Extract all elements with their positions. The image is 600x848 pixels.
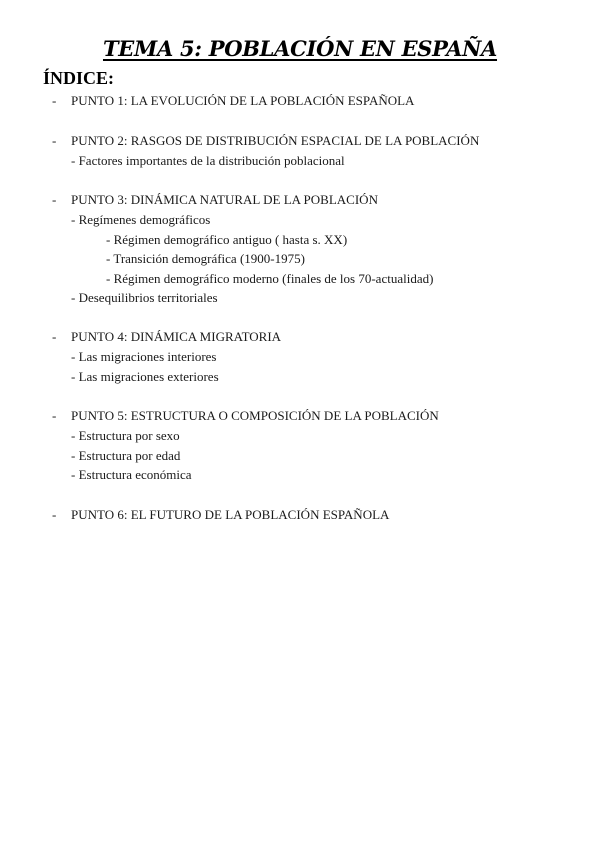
subitem: - Factores importantes de la distribución poblacional [71, 153, 345, 168]
subitem: - Desequilibrios territoriales [71, 290, 218, 305]
section-heading-punto-1: PUNTO 1: LA EVOLUCIÓN DE LA POBLACIÓN ESPAÑOLA [71, 93, 415, 108]
section-heading-punto-5: PUNTO 5: ESTRUCTURA O COMPOSICIÓN DE LA POBLACIÓN [71, 408, 439, 423]
subitem: - Estructura por sexo [71, 428, 180, 443]
section-heading-punto-4: PUNTO 4: DINÁMICA MIGRATORIA [71, 329, 282, 344]
index-heading: ÍNDICE: [43, 68, 115, 88]
page-title: TEMA 5: POBLACIÓN EN ESPAÑA [102, 36, 498, 61]
bullet-dash: - [52, 93, 57, 108]
sub-subitem: - Régimen demográfico moderno (finales de los 70-actualidad) [106, 271, 434, 286]
bullet-dash: - [52, 507, 57, 522]
subitem: - Regímenes demográficos [71, 212, 211, 227]
sub-subitem: - Régimen demográfico antiguo ( hasta s. XX) [106, 232, 348, 247]
subitem: - Estructura económica [71, 467, 192, 482]
subitem: - Las migraciones interiores [71, 349, 217, 364]
sub-subitem: - Transición demográfica (1900-1975) [106, 251, 305, 266]
section-heading-punto-2: PUNTO 2: RASGOS DE DISTRIBUCIÓN ESPACIAL DE LA POBLACIÓN [71, 133, 480, 148]
subitem: - Las migraciones exteriores [71, 369, 219, 384]
bullet-dash: - [52, 329, 57, 344]
section-heading-punto-3: PUNTO 3: DINÁMICA NATURAL DE LA POBLACIÓN [71, 192, 378, 207]
section-heading-punto-6: PUNTO 6: EL FUTURO DE LA POBLACIÓN ESPAÑOLA [71, 507, 390, 522]
bullet-dash: - [52, 133, 57, 148]
bullet-dash: - [52, 408, 57, 423]
bullet-dash: - [52, 192, 57, 207]
subitem: - Estructura por edad [71, 448, 181, 463]
